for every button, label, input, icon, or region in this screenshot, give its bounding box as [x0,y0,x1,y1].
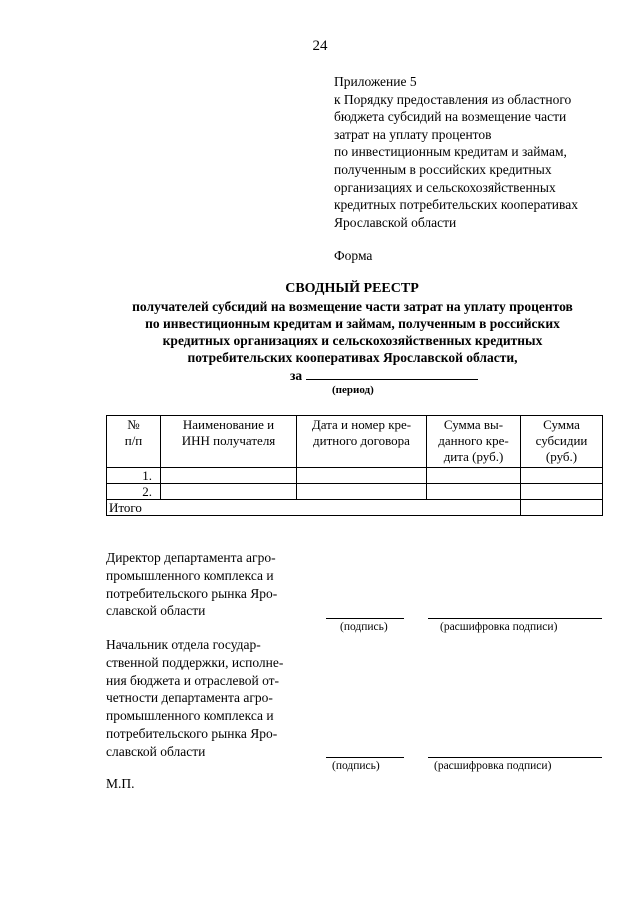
appendix-line: бюджета субсидий на возмещение части [334,109,567,125]
register-title: СВОДНЫЙ РЕЕСТР [285,281,419,296]
signature-caption: (подпись) [340,621,388,633]
table-total-row [107,500,603,516]
appendix-line: организациях и сельскохозяйственных [334,179,556,195]
decode-line [428,757,602,758]
table-row [107,468,603,484]
appendix-line: Ярославской области [334,214,457,230]
period-field [290,366,478,384]
header-credit-amount: Сумма вы- данного кре- дита (руб.) [427,416,521,468]
cell-credit-amount [427,484,521,500]
header-recipient: Наименование и ИНН получателя [161,416,297,468]
cell-subsidy-amount [521,468,603,484]
appendix-note [334,73,634,231]
cell-contract [297,484,427,500]
header-number: № п/п [107,416,161,468]
appendix-line: кредитных потребительских кооперативах [334,197,578,213]
cell-credit-amount [427,468,521,484]
row-number: 2. [107,484,161,500]
row-number: 1. [107,468,161,484]
register-subtitle-line: по инвестиционным кредитам и займам, полученным в российских [145,316,560,331]
appendix-line: Приложение 5 [334,74,417,89]
register-subtitle-line: потребительских кооперативах Ярославской области, [187,350,518,365]
table-header-row [107,416,603,468]
signature-position-director: Директор департамента агро- промышленного комплекса и потребительского рынка Яро- славской области [106,550,278,619]
appendix-line: затрат на уплату процентов [334,126,492,142]
appendix-line: полученным в российских кредитных [334,161,552,177]
header-contract: Дата и номер кре- дитного договора [297,416,427,468]
table-row [107,484,603,500]
decode-caption: (расшифровка подписи) [440,621,558,633]
cell-contract [297,468,427,484]
period-blank-line [306,366,478,380]
cell-subsidy-amount [521,484,603,500]
signature-caption: (подпись) [332,760,380,772]
stamp-label: М.П. [106,776,135,791]
register-subtitle-line: получателей субсидий на возмещение части затрат на уплату процентов [132,299,573,314]
appendix-line: к Порядку предоставления из областного [334,91,572,107]
signature-position-head: Начальник отдела государ- ственной поддержки, исполне- ния бюджета и отраслевой от- четности департамента агро- промышленного комплекса и потребительского рынка Яро- славской области [106,637,284,759]
total-label: Итого [107,500,521,516]
signature-line [326,618,404,619]
registry-table [106,415,603,516]
cell-recipient [161,484,297,500]
appendix-line: по инвестиционным кредитам и займам, [334,144,567,160]
register-subtitle-line: кредитных организациях и сельскохозяйственных кредитных [162,333,543,348]
cell-recipient [161,468,297,484]
decode-line [428,618,602,619]
form-label: Форма [334,248,373,263]
decode-caption: (расшифровка подписи) [434,760,552,772]
cell-total-subsidy [521,500,603,516]
signature-line [326,757,404,758]
page-number: 24 [312,38,328,54]
period-caption: (период) [332,384,374,396]
header-subsidy-amount: Сумма субсидии (руб.) [521,416,603,468]
period-prefix: за [290,368,303,383]
register-subtitle [80,298,625,366]
